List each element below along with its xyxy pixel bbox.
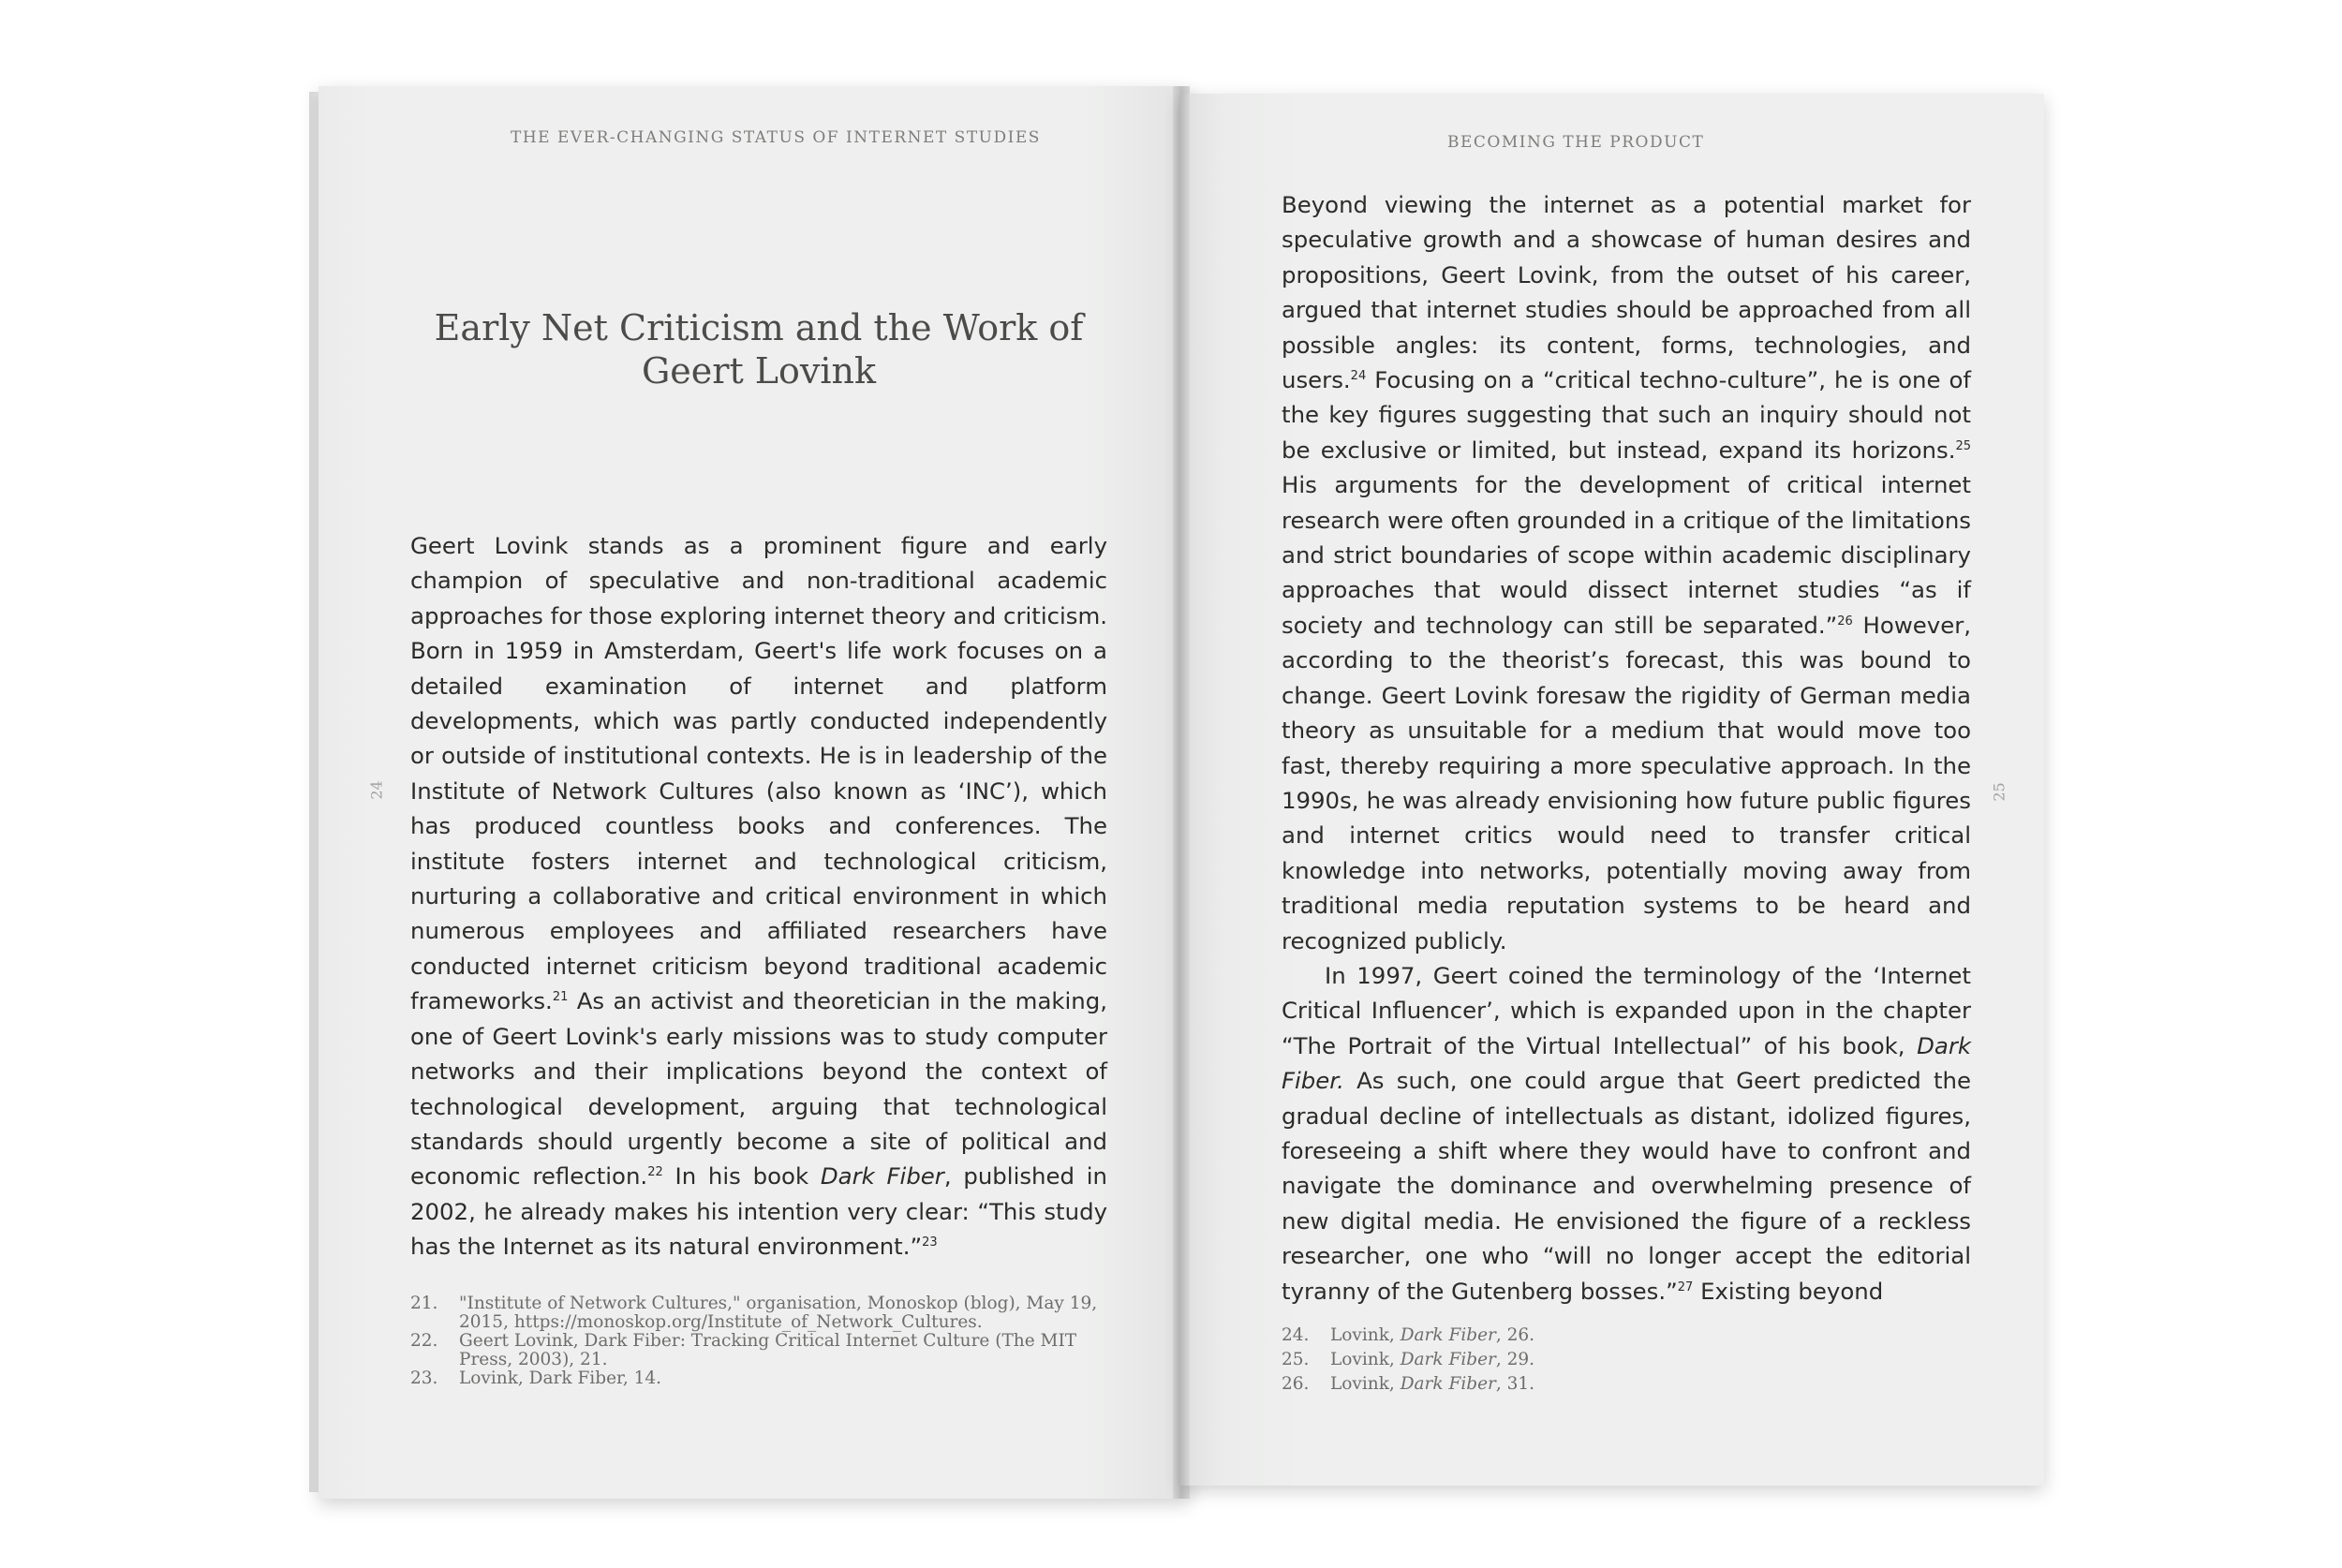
footnote-ref-26[interactable]: 26 xyxy=(1837,614,1853,629)
footnote-ref-24[interactable]: 24 xyxy=(1350,369,1367,384)
running-head-right: BECOMING THE PRODUCT xyxy=(1447,133,1705,152)
footnote-ref-23[interactable]: 23 xyxy=(922,1235,938,1250)
right-body-text xyxy=(1282,187,1971,1309)
page-number-right: 25 xyxy=(1990,782,2008,802)
text-run: As an activist and theoretician in the making, one of Geert Lovink's early missions was to study computer networks and their implications beyond the context of technological development, arguing that technological standards should urgently become a site of political and economic reflection. xyxy=(410,987,1107,1191)
text-run: Lovink, xyxy=(1330,1350,1401,1369)
footnote-text: Lovink, Dark Fiber, 14. xyxy=(459,1368,662,1388)
book-title: Dark Fiber. xyxy=(1282,1031,1971,1095)
running-head-left: THE EVER-CHANGING STATUS OF INTERNET STUDIES xyxy=(511,128,1041,147)
text-run: Focusing on a “critical techno-culture”, he is one of the key figures suggesting that such an inquiry should not be exclusive or limited, but instead, expand its horizons. xyxy=(1282,366,1971,464)
text-run: As such, one could argue that Geert predicted the gradual decline of intellectuals as distant, idolized figures, foreseeing a shift where they would have to confront and navigate the dominance and overwhelming presence of new digital media. He envisioned the figure of a reckless researcher, one who “will no longer accept the editorial tyranny of the Gutenberg bosses.” xyxy=(1282,1067,1971,1305)
footnote-21 xyxy=(410,1294,1107,1332)
text-run: , 29. xyxy=(1495,1350,1535,1369)
footnote-number: 21. xyxy=(410,1294,438,1313)
left-body-text xyxy=(410,528,1107,1265)
footnote-ref-27[interactable]: 27 xyxy=(1677,1280,1694,1294)
book-spine xyxy=(1173,86,1190,1499)
book-title: Dark Fiber xyxy=(820,1162,944,1191)
right-paragraph-1 xyxy=(1282,187,1971,958)
footnote-25 xyxy=(1282,1351,1971,1369)
footnote-text xyxy=(1330,1351,1971,1369)
footnote-number: 25. xyxy=(1282,1350,1310,1369)
right-paragraph-2 xyxy=(1282,958,1971,1309)
footnote-24 xyxy=(1282,1326,1971,1345)
chapter-title: Early Net Criticism and the Work of Geert Lovink xyxy=(434,307,1084,392)
text-run: However, according to the theorist’s forecast, this was bound to change. Geert Lovink foresaw the rigidity of German media theory as unsuitable for a medium that would move too fast, thereby requiring a more speculative approach. In the 1990s, he was already envisioning how future public figures and internet critics would need to transfer critical knowledge into networks, potentially moving away from traditional media reputation systems to be heard and recognized publicly. xyxy=(1282,611,1971,954)
footnote-text xyxy=(1330,1375,1971,1394)
footnote-23 xyxy=(410,1369,1107,1388)
text-run: His arguments for the development of critical internet research were often grounded in a critique of the limitations and strict boundaries of scope within academic disciplinary approaches that would dissect internet studies “as if society and technology can still be separated.” xyxy=(1282,471,1971,639)
footnote-ref-21[interactable]: 21 xyxy=(552,990,569,1005)
footnote-ref-22[interactable]: 22 xyxy=(647,1165,663,1180)
right-footnotes xyxy=(1282,1326,1971,1399)
footnote-text xyxy=(1330,1326,1971,1345)
text-run: , 31. xyxy=(1495,1374,1535,1394)
right-page xyxy=(1180,94,2044,1486)
footnote-number: 22. xyxy=(410,1331,438,1351)
footnote-ref-25[interactable]: 25 xyxy=(1955,438,1971,453)
open-book xyxy=(309,86,2044,1499)
footnote-26 xyxy=(1282,1375,1971,1394)
book-title: Dark Fiber xyxy=(1400,1374,1496,1394)
text-run: In 1997, Geert coined the terminology of the ‘Internet Critical Influencer’, which is expanded upon in the chapter “The Portrait of the Virtual Intellectual” of his book, xyxy=(1282,961,1971,1059)
left-page xyxy=(319,86,1190,1499)
footnote-number: 23. xyxy=(410,1368,438,1388)
footnote-number: 24. xyxy=(1282,1325,1310,1345)
left-paragraph xyxy=(410,528,1107,1265)
text-run: Lovink, xyxy=(1330,1325,1401,1345)
page-number-left: 24 xyxy=(367,780,386,800)
text-run: In his book xyxy=(662,1162,821,1191)
footnote-22 xyxy=(410,1332,1107,1369)
book-title: Dark Fiber xyxy=(1400,1350,1496,1369)
text-run: Beyond viewing the internet as a potential market for speculative growth and a showcase of human desires and propositions, Geert Lovink, from the outset of his career, argued that internet studies should be approached from all possible angles: its content, forms, technologies, and users. xyxy=(1282,191,1971,394)
footnote-text: "Institute of Network Cultures," organisation, Monoskop (blog), May 19, 2015, https://monoskop.org/Institute_of_Network_Cultures. xyxy=(459,1294,1098,1332)
text-run: Existing beyond xyxy=(1693,1277,1884,1305)
text-run: , 26. xyxy=(1495,1325,1535,1345)
footnote-number: 26. xyxy=(1282,1374,1310,1394)
text-run: Lovink, xyxy=(1330,1374,1401,1394)
text-run: , published in 2002, he already makes his intention very clear: “This study has the Internet as its natural environment.” xyxy=(410,1162,1107,1261)
left-footnotes xyxy=(410,1294,1107,1388)
text-run: Geert Lovink stands as a prominent figure and early champion of speculative and non-traditional academic approaches for those exploring internet theory and criticism. Born in 1959 in Amsterdam, Geert's life work focuses on a detailed examination of internet and platform developments, which was partly conducted independently or outside of institutional contexts. He is in leadership of the Institute of Network Cultures (also known as ‘INC’), which has produced countless books and conferences. The institute fosters internet and technological criticism, nurturing a collaborative and critical environment in which numerous employees and affiliated researchers have conducted internet criticism beyond traditional academic frameworks. xyxy=(410,532,1107,1015)
book-title: Dark Fiber xyxy=(1400,1325,1496,1345)
footnote-text: Geert Lovink, Dark Fiber: Tracking Critical Internet Culture (The MIT Press, 2003), 21. xyxy=(459,1331,1077,1369)
